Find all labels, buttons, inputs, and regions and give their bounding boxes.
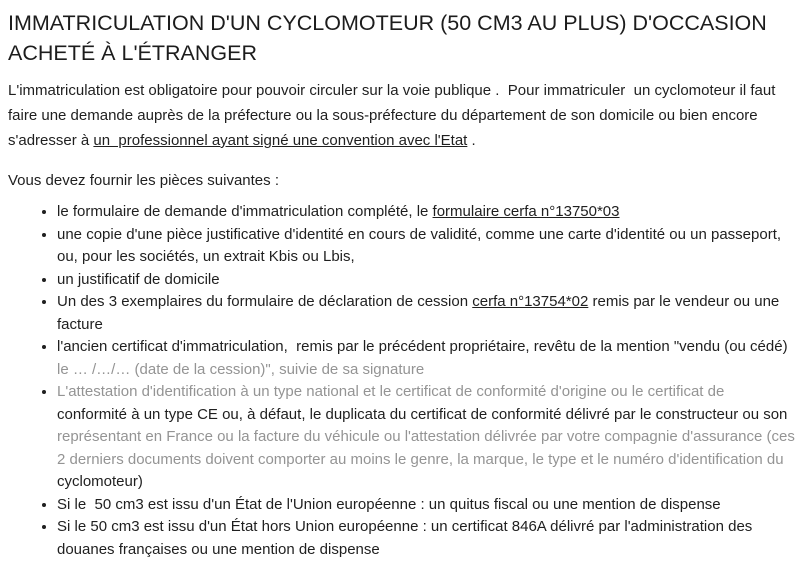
document-item-justificatif-domicile [57,269,796,292]
document-text: Si le 50 cm3 est issu d'un État de l'Union européenne : un quitus fiscal ou une mention de dispense [57,495,721,513]
document-text: Si le 50 cm3 est issu d'un État hors Union européenne : un certificat 846A délivré par l'administration des douanes françaises ou une mention de dispense [57,518,757,558]
intro-paragraph [8,78,796,153]
document-text: un justificatif de domicile [57,270,220,288]
documents-list [8,201,799,561]
document-text-muted: représentant en France ou la facture du véhicule ou l'attestation délivrée par votre compagnie d'assurance (ces 2 derniers documents doivent comporter au moins le genre, la marque, le type et le numéro d'identification du [57,428,799,468]
document-item-ancien-certificat [57,336,796,381]
document-text: Un des 3 exemplaires du formulaire de déclaration de cession [57,293,473,310]
document-item-attestation-identification [57,381,799,494]
document-text-muted: L'attestation d'identification à un type national et le certificat de conformité d'origine ou le certificat de [57,383,729,400]
document-item-quitus-fiscal [57,494,796,517]
professional-convention-link[interactable]: un professionnel ayant signé une convention avec l'Etat [93,132,468,149]
document-text: remis par le vendeur ou une facture [57,293,784,333]
document-text: l'ancien certificat d'immatriculation, remis par le précédent propriétaire, revêtu de la mention "vendu (ou cédé) [57,338,792,355]
document-text: conformité à un type CE ou, à défaut, le duplicata du certificat de conformité délivré par le constructeur ou son [57,405,792,423]
document-text-muted: le … /…/… (date de la cession)", suivie de sa signature [57,360,425,378]
document-item-piece-identite [57,224,796,269]
document-item-formulaire [57,201,796,224]
documents-intro: Vous devez fournir les pièces suivantes : [8,172,279,189]
cerfa-13750-link[interactable]: formulaire cerfa n°13750*03 [432,203,620,220]
document-text: une copie d'une pièce justificative d'identité en cours de validité, comme une carte d'identité ou un passeport, ou, pour les sociétés, un extrait Kbis ou Lbis, [57,225,786,265]
page-title: IMMATRICULATION D'UN CYCLOMOTEUR (50 CM3 AU PLUS) D'OCCASION ACHETÉ À L'ÉTRANGER [8,11,772,65]
cerfa-13754-link[interactable]: cerfa n°13754*02 [472,293,589,310]
intro-text-after-link: . [467,132,476,149]
intro-text-before-link: L'immatriculation est obligatoire pour pouvoir circuler sur la voie publique . Pour immatriculer un cyclomoteur il faut faire une demande auprès de la préfecture ou la sous-préfecture du département de son domicile ou bien encore s'adresser à [8,82,780,149]
document-text: le formulaire de demande d'immatriculation complété, le [57,203,433,220]
document-item-declaration-cession [57,291,796,336]
document-item-certificat-846a [57,516,796,561]
document-text: cyclomoteur) [57,473,143,490]
